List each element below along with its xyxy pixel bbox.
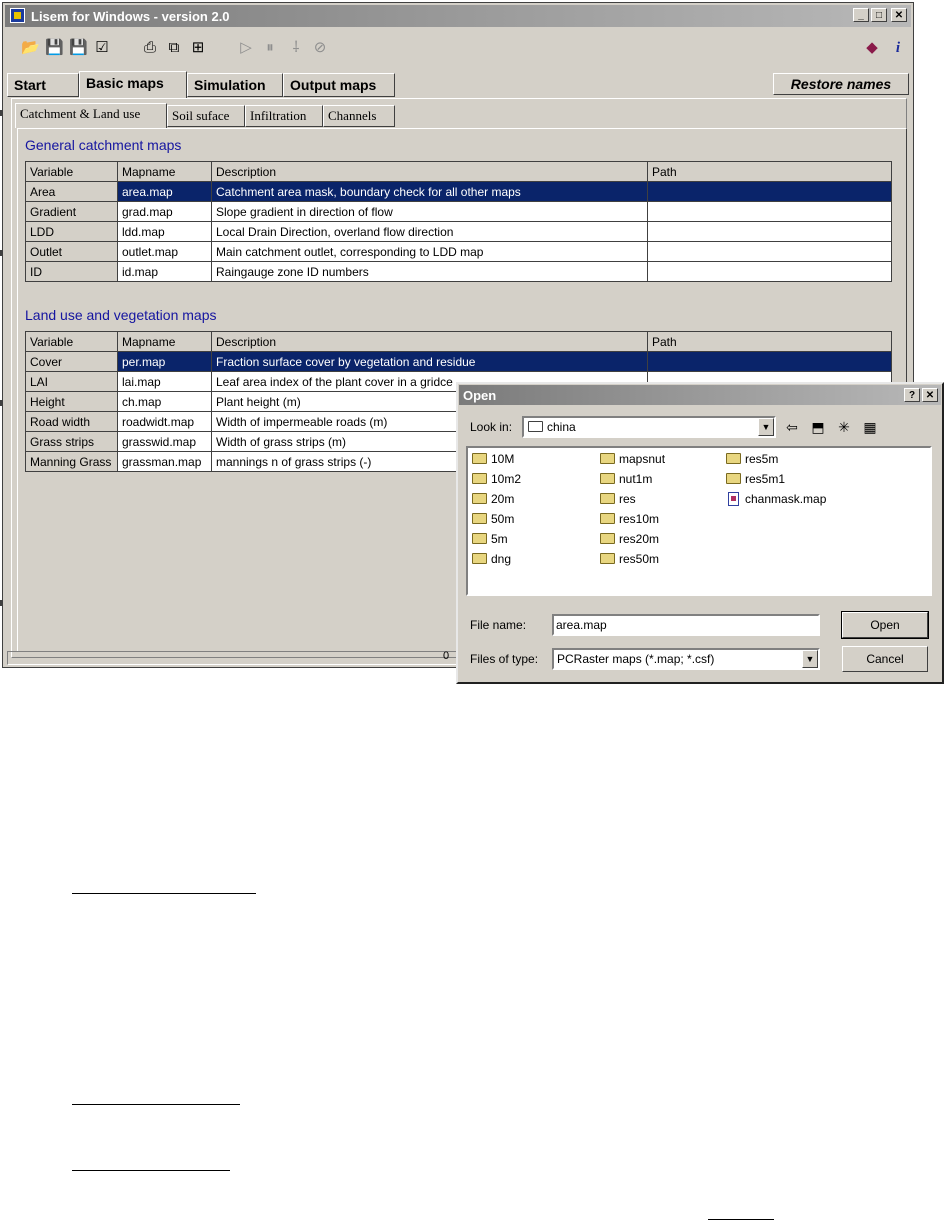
folder-icon [472, 493, 487, 504]
mapname-cell[interactable]: ldd.map [118, 222, 212, 242]
window-title: Lisem for Windows - version 2.0 [31, 9, 230, 24]
folder-icon [726, 473, 741, 484]
minimize-button[interactable]: _ [853, 8, 869, 22]
title-bar [5, 5, 911, 27]
list-item[interactable]: dng [472, 552, 511, 566]
look-in-value: china [547, 420, 576, 434]
status-text: 0 [443, 650, 450, 662]
col-path: Path [648, 162, 892, 182]
dialog-close-button[interactable]: ✕ [922, 388, 938, 402]
col-variable: Variable [26, 332, 118, 352]
maximize-button[interactable]: □ [871, 8, 887, 22]
map-file-icon [728, 492, 739, 506]
tab-channels[interactable]: Channels [323, 105, 395, 127]
tab-soil-surface[interactable]: Soil suface [167, 105, 245, 127]
cancel-button[interactable]: Cancel [842, 646, 928, 672]
variable-cell: Gradient [26, 202, 118, 222]
app-icon [10, 8, 25, 23]
list-item[interactable]: nut1m [600, 472, 652, 486]
divider-line [708, 1219, 774, 1220]
path-cell[interactable] [648, 222, 892, 242]
toolbar [5, 31, 911, 65]
variable-cell: LDD [26, 222, 118, 242]
folder-icon [600, 493, 615, 504]
file-type-value: PCRaster maps (*.map; *.csf) [557, 652, 715, 666]
description-cell: Fraction surface cover by vegetation and residue [212, 352, 648, 372]
path-cell[interactable] [648, 242, 892, 262]
tab-output-maps[interactable]: Output maps [283, 73, 395, 97]
description-cell: Width of grass strips (m) [212, 432, 648, 452]
open-file-dialog [456, 382, 944, 684]
variable-cell: ID [26, 262, 118, 282]
divider-line [72, 893, 256, 894]
fit-icon[interactable]: ⊞ [191, 39, 205, 56]
col-variable: Variable [26, 162, 118, 182]
list-item[interactable]: 20m [472, 492, 514, 506]
description-cell: Slope gradient in direction of flow [212, 202, 648, 222]
pause-icon[interactable]: ⏸ [266, 39, 274, 56]
table-row[interactable] [26, 202, 892, 222]
mapname-cell[interactable]: roadwidt.map [118, 412, 212, 432]
list-item[interactable]: res5m1 [726, 472, 785, 486]
tab-basic-maps[interactable]: Basic maps [79, 71, 187, 98]
mapname-cell[interactable]: grad.map [118, 202, 212, 222]
folder-icon [600, 553, 615, 564]
stop-icon[interactable]: ⸸ [292, 39, 300, 56]
options-icon[interactable]: ⊘ [313, 39, 327, 56]
list-item[interactable]: res5m [726, 452, 778, 466]
file-type-label: Files of type: [470, 652, 539, 666]
tab-infiltration[interactable]: Infiltration [245, 105, 323, 127]
save-as-icon[interactable]: 💾 [69, 39, 88, 56]
description-cell: Local Drain Direction, overland flow direction [212, 222, 648, 242]
col-mapname: Mapname [118, 332, 212, 352]
list-item[interactable]: mapsnut [600, 452, 665, 466]
table-row[interactable] [26, 352, 892, 372]
edge-mark [0, 250, 2, 256]
print-icon[interactable]: ⎙ [143, 39, 156, 56]
landuse-section-title: Land use and vegetation maps [25, 307, 217, 323]
variable-cell: Cover [26, 352, 118, 372]
folder-icon [600, 513, 615, 524]
folder-icon [600, 453, 615, 464]
chevron-down-icon[interactable]: ▼ [758, 418, 774, 436]
mapname-cell[interactable]: lai.map [118, 372, 212, 392]
divider-line [72, 1104, 240, 1105]
variable-cell: Road width [26, 412, 118, 432]
mapname-cell[interactable]: per.map [118, 352, 212, 372]
general-maps-table [25, 161, 892, 282]
list-item[interactable]: 10M [472, 452, 514, 466]
look-in-label: Look in: [470, 420, 513, 434]
general-section-title: General catchment maps [25, 137, 182, 153]
new-folder-icon[interactable]: ✳ [838, 419, 850, 435]
description-cell: Catchment area mask, boundary check for all other maps [212, 182, 648, 202]
folder-icon [472, 453, 487, 464]
folder-icon [726, 453, 741, 464]
folder-open-icon [524, 420, 547, 434]
description-cell: Leaf area index of the plant cover in a gridce [212, 372, 648, 392]
up-folder-icon[interactable]: ⬒ [811, 419, 825, 435]
list-item[interactable]: 5m [472, 532, 508, 546]
description-cell: mannings n of grass strips (-) [212, 452, 648, 472]
list-item[interactable]: res10m [600, 512, 659, 526]
edge-mark [0, 600, 2, 606]
mapname-cell[interactable]: ch.map [118, 392, 212, 412]
col-mapname: Mapname [118, 162, 212, 182]
play-icon[interactable]: ▷ [240, 39, 252, 56]
description-cell: Main catchment outlet, corresponding to LDD map [212, 242, 648, 262]
col-description: Description [212, 162, 648, 182]
divider-line [72, 1170, 230, 1171]
folder-icon [600, 533, 615, 544]
path-cell[interactable] [648, 182, 892, 202]
variable-cell: LAI [26, 372, 118, 392]
dialog-title: Open [463, 388, 497, 403]
mapname-cell[interactable]: outlet.map [118, 242, 212, 262]
restore-names-button[interactable]: Restore names [773, 73, 909, 95]
tab-simulation[interactable]: Simulation [187, 73, 283, 97]
file-name-input[interactable]: area.map [552, 614, 820, 636]
list-item[interactable]: 50m [472, 512, 514, 526]
mapname-cell[interactable]: area.map [118, 182, 212, 202]
table-header-row [26, 332, 892, 352]
mapname-cell[interactable]: id.map [118, 262, 212, 282]
description-cell: Width of impermeable roads (m) [212, 412, 648, 432]
view-menu-icon[interactable]: ▦ [863, 419, 877, 435]
table-row[interactable] [26, 182, 892, 202]
file-type-select[interactable] [552, 648, 820, 670]
folder-icon [472, 553, 487, 564]
description-cell: Raingauge zone ID numbers [212, 262, 648, 282]
variable-cell: Height [26, 392, 118, 412]
table-row[interactable] [26, 262, 892, 282]
variable-cell: Outlet [26, 242, 118, 262]
help-button[interactable]: ? [904, 388, 920, 402]
chevron-down-icon[interactable]: ▼ [802, 650, 818, 668]
list-item[interactable]: 10m2 [472, 472, 521, 486]
file-name-label: File name: [470, 618, 527, 632]
copy-icon[interactable]: ⧉ [168, 39, 180, 56]
tab-catchment-land-use[interactable]: Catchment & Land use [15, 103, 167, 128]
open-button[interactable]: Open [842, 612, 928, 638]
mapname-cell[interactable]: grasswid.map [118, 432, 212, 452]
file-list [466, 446, 932, 596]
mapname-cell[interactable]: grassman.map [118, 452, 212, 472]
path-cell[interactable] [648, 202, 892, 222]
list-item[interactable]: res [600, 492, 636, 506]
info-icon[interactable]: i [895, 40, 901, 56]
list-item[interactable]: chanmask.map [728, 492, 826, 506]
close-button[interactable]: ✕ [891, 8, 907, 22]
save-icon[interactable]: 💾 [45, 39, 64, 56]
edge-mark [0, 110, 2, 116]
path-cell[interactable] [648, 352, 892, 372]
check-icon[interactable]: ☑ [95, 39, 109, 56]
description-cell: Plant height (m) [212, 392, 648, 412]
folder-icon [472, 473, 487, 484]
table-row[interactable] [26, 222, 892, 242]
variable-cell: Grass strips [26, 432, 118, 452]
look-in-combo[interactable] [522, 416, 776, 438]
list-item[interactable]: res20m [600, 532, 659, 546]
progress-bar [7, 651, 459, 665]
path-cell[interactable] [648, 262, 892, 282]
dialog-title-bar [459, 385, 941, 405]
help-book-icon[interactable]: ◆ [866, 39, 878, 56]
folder-icon [600, 473, 615, 484]
folder-icon [472, 513, 487, 524]
edge-mark [0, 400, 2, 406]
folder-icon [472, 533, 487, 544]
table-row[interactable] [26, 242, 892, 262]
variable-cell: Manning Grass [26, 452, 118, 472]
col-path: Path [648, 332, 892, 352]
open-icon[interactable]: 📂 [21, 39, 40, 56]
back-icon[interactable]: ⇦ [786, 419, 798, 435]
tab-start[interactable]: Start [7, 73, 79, 97]
col-description: Description [212, 332, 648, 352]
list-item[interactable]: res50m [600, 552, 659, 566]
variable-cell: Area [26, 182, 118, 202]
table-header-row [26, 162, 892, 182]
